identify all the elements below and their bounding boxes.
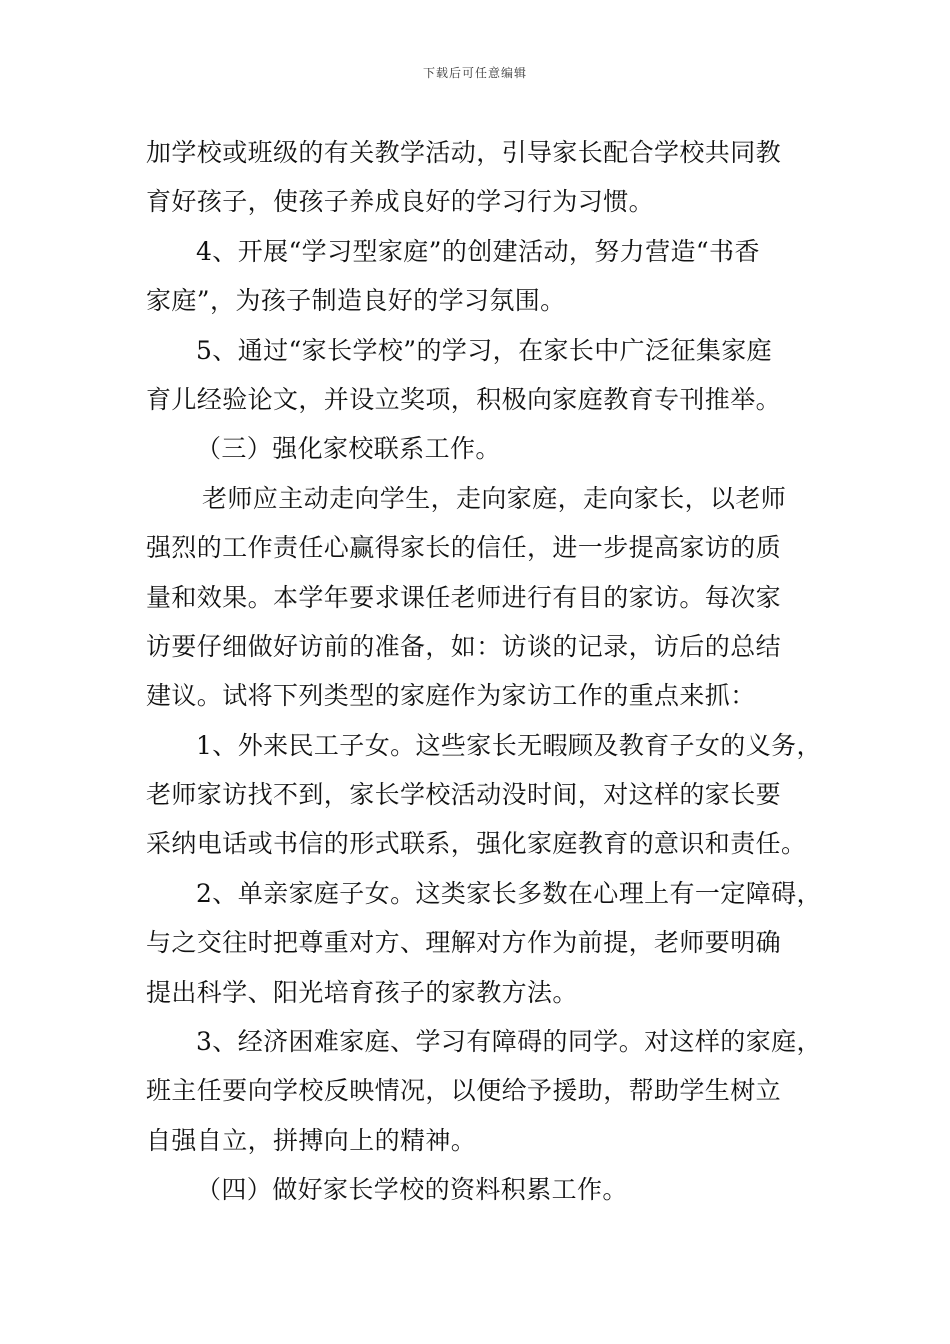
text-line: 2、单亲家庭子女。这类家长多数在心理上有一定障碍，: [196, 878, 822, 908]
text-line: 量和效果。本学年要求课任老师进行有目的家访。每次家: [146, 582, 782, 612]
text-line: 老师家访找不到，家长学校活动没时间，对这样的家长要: [146, 780, 782, 810]
document-body: [146, 128, 822, 1215]
text-line: 强烈的工作责任心赢得家长的信任，进一步提高家访的质: [146, 533, 782, 563]
text-line: 班主任要向学校反映情况，以便给予援助，帮助学生树立: [146, 1076, 782, 1106]
text-line: 3、经济困难家庭、学习有障碍的同学。对这样的家庭，: [196, 1027, 822, 1057]
text-line: 育好孩子，使孩子养成良好的学习行为习惯。: [146, 187, 655, 217]
text-line: 建议。试将下列类型的家庭作为家访工作的重点来抓：: [146, 681, 756, 711]
page-header-note: 下载后可任意编辑: [422, 66, 527, 80]
text-line: 与之交往时把尊重对方、理解对方作为前提，老师要明确: [146, 928, 782, 958]
text-line: 1、外来民工子女。这些家长无暇顾及教育子女的义务，: [196, 730, 822, 760]
text-line: 老师应主动走向学生，走向家庭，走向家长，以老师: [202, 483, 787, 513]
text-line: 育儿经验论文，并设立奖项，积极向家庭教育专刊推举。: [146, 384, 782, 414]
text-line: 4、开展“学习型家庭”的创建活动，努力营造“书香: [196, 236, 760, 266]
text-line: 加学校或班级的有关教学活动，引导家长配合学校共同教: [146, 138, 782, 167]
text-line: 提出科学、阳光培育孩子的家教方法。: [146, 977, 578, 1007]
text-line: 采纳电话或书信的形式联系，强化家庭教育的意识和责任。: [146, 829, 807, 859]
text-line: 自强自立，拼搏向上的精神。: [146, 1125, 477, 1155]
text-line: 家庭”，为孩子制造良好的学习氛围。: [146, 286, 566, 316]
text-line: 5、通过“家长学校”的学习，在家长中广泛征集家庭: [196, 335, 773, 365]
section-heading: （四）做好家长学校的资料积累工作。: [196, 1175, 628, 1205]
section-heading: （三）强化家校联系工作。: [196, 434, 501, 464]
text-line: 访要仔细做好访前的准备，如：访谈的记录，访后的总结: [146, 631, 782, 661]
